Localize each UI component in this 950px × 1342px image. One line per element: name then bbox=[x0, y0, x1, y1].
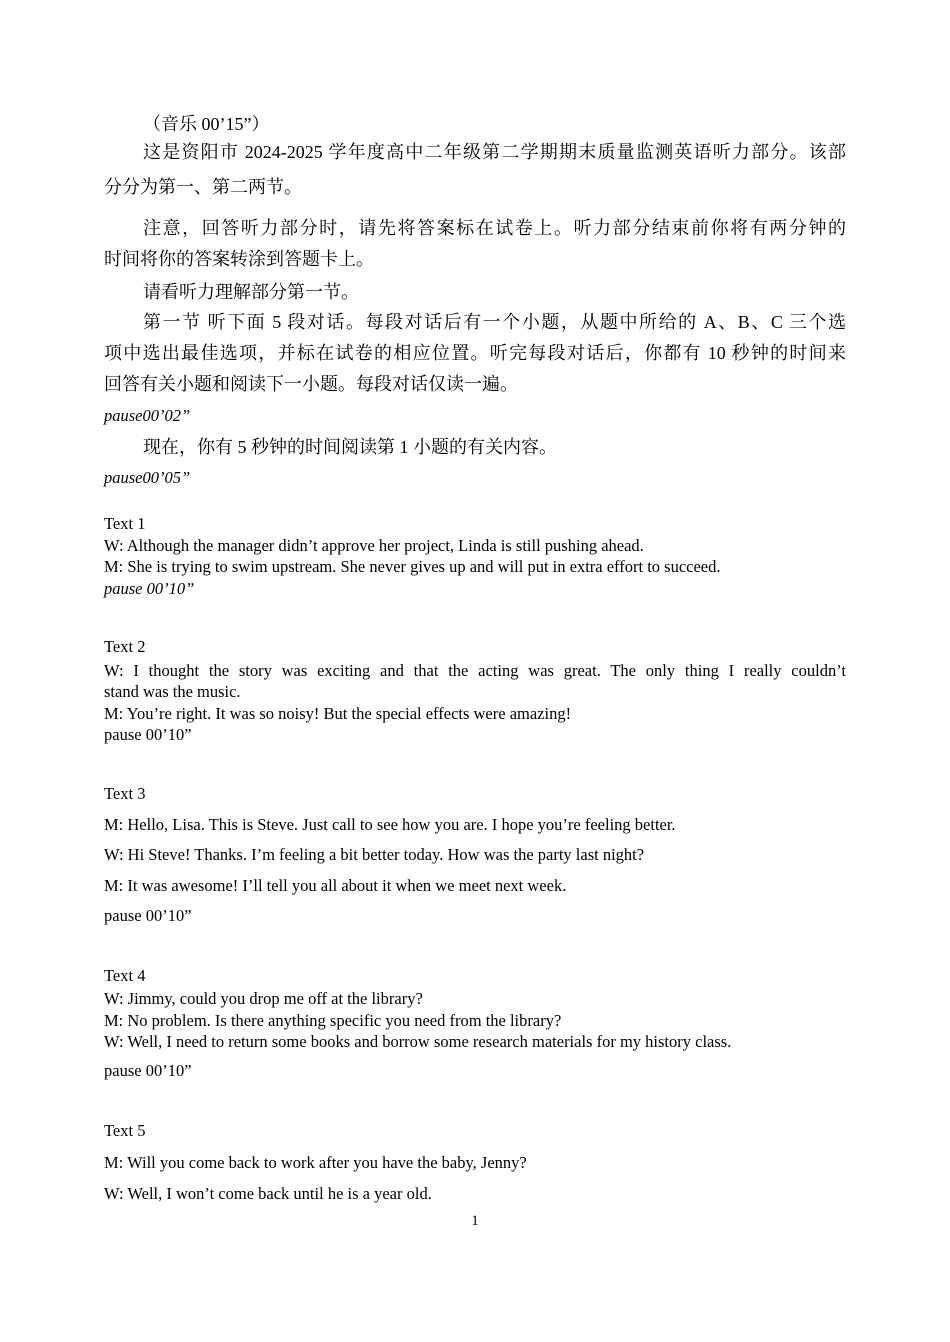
dialogue-title: Text 2 bbox=[104, 637, 146, 656]
intro-paragraph-line: 这是资阳市 2024-2025 学年度高中二年级第二学期期末质量监测英语听力部分。该部 bbox=[143, 142, 846, 162]
dialogue-line: W: Jimmy, could you drop me off at the library? bbox=[104, 989, 423, 1008]
dialogue-line: W: I thought the story was exciting and that the acting was great. The only thing I really couldn’t bbox=[104, 661, 846, 680]
dialogue-line: M: No problem. Is there anything specific you need from the library? bbox=[104, 1011, 562, 1030]
dialogue-line: W: Well, I need to return some books and borrow some research materials for my history class. bbox=[104, 1032, 732, 1051]
dialogue-line: M: You’re right. It was so noisy! But the special effects were amazing! bbox=[104, 704, 572, 723]
dialogue-line: M: Hello, Lisa. This is Steve. Just call to see how you are. I hope you’re feeling better. bbox=[104, 815, 676, 834]
pause-marker: pause 00’10” bbox=[104, 579, 195, 598]
dialogue-line: stand was the music. bbox=[104, 682, 241, 701]
section-instruction-line: 回答有关小题和阅读下一小题。每段对话仅读一遍。 bbox=[104, 374, 518, 394]
reading-prompt: 现在，你有 5 秒钟的时间阅读第 1 小题的有关内容。 bbox=[143, 437, 557, 457]
pause-marker: pause00’02” bbox=[104, 406, 191, 425]
notice-paragraph-line: 时间将你的答案转涂到答题卡上。 bbox=[104, 249, 374, 269]
dialogue-line: W: Hi Steve! Thanks. I’m feeling a bit better today. How was the party last night? bbox=[104, 845, 645, 864]
section-prompt: 请看听力理解部分第一节。 bbox=[143, 282, 359, 302]
dialogue-title: Text 3 bbox=[104, 784, 146, 803]
music-note: （音乐 00’15”） bbox=[143, 114, 270, 134]
dialogue-title: Text 4 bbox=[104, 966, 146, 985]
pause-marker: pause 00’10” bbox=[104, 725, 192, 744]
page-number: 1 bbox=[471, 1213, 479, 1229]
section-instruction-line: 第一节 听下面 5 段对话。每段对话后有一个小题，从题中所给的 A、B、C 三个选 bbox=[143, 312, 846, 332]
dialogue-title: Text 1 bbox=[104, 514, 146, 533]
section-instruction-line: 项中选出最佳选项，并标在试卷的相应位置。听完每段对话后，你都有 10 秒钟的时间来 bbox=[104, 343, 846, 363]
dialogue-line: M: It was awesome! I’ll tell you all about it when we meet next week. bbox=[104, 876, 567, 895]
dialogue-line: W: Although the manager didn’t approve her project, Linda is still pushing ahead. bbox=[104, 536, 644, 555]
intro-paragraph-line: 分分为第一、第二两节。 bbox=[104, 177, 302, 197]
pause-marker: pause 00’10” bbox=[104, 906, 192, 925]
dialogue-title: Text 5 bbox=[104, 1121, 146, 1140]
dialogue-line: M: Will you come back to work after you have the baby, Jenny? bbox=[104, 1153, 527, 1172]
dialogue-line: M: She is trying to swim upstream. She never gives up and will put in extra effort to succeed. bbox=[104, 557, 721, 576]
pause-marker: pause 00’10” bbox=[104, 1061, 192, 1080]
notice-paragraph-line: 注意，回答听力部分时，请先将答案标在试卷上。听力部分结束前你将有两分钟的 bbox=[143, 218, 846, 238]
dialogue-line: W: Well, I won’t come back until he is a year old. bbox=[104, 1184, 432, 1203]
pause-marker: pause00’05” bbox=[104, 468, 191, 487]
